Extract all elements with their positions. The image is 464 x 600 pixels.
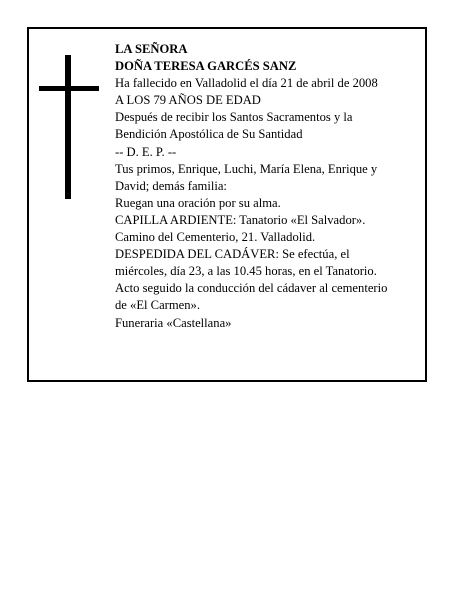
notice-text bbox=[115, 41, 421, 332]
family-line-1: Tus primos, Enrique, Luchi, María Elena, Enrique y bbox=[115, 161, 378, 176]
funeral-home-line: Funeraria «Castellana» bbox=[115, 315, 232, 330]
deceased-name: DOÑA TERESA GARCÉS SANZ bbox=[115, 59, 297, 74]
death-date-line: Ha fallecido en Valladolid el día 21 de abril de 2008 bbox=[115, 76, 378, 91]
age-line: A LOS 79 AÑOS DE EDAD bbox=[115, 93, 261, 108]
conduction-line-1: Acto seguido la conducción del cádaver al cementerio bbox=[115, 281, 388, 296]
obituary-notice bbox=[27, 27, 427, 382]
rip-line: -- D. E. P. -- bbox=[115, 144, 177, 159]
conduction-line-2: de «El Carmen». bbox=[115, 298, 200, 313]
chapel-line-2: Camino del Cementerio, 21. Valladolid. bbox=[115, 230, 316, 245]
sacraments-line-2: Bendición Apostólica de Su Santidad bbox=[115, 127, 303, 142]
cross-horizontal-bar bbox=[39, 86, 99, 91]
chapel-line-1: CAPILLA ARDIENTE: Tanatorio «El Salvador». bbox=[115, 212, 366, 227]
notice-heading: LA SEÑORA bbox=[115, 42, 188, 56]
cross-vertical-bar bbox=[65, 55, 71, 199]
farewell-line-1: DESPEDIDA DEL CADÁVER: Se efectúa, el bbox=[115, 247, 350, 262]
family-line-2: David; demás familia: bbox=[115, 178, 227, 193]
prayer-line: Ruegan una oración por su alma. bbox=[115, 195, 281, 210]
farewell-line-2: miércoles, día 23, a las 10.45 horas, en el Tanatorio. bbox=[115, 264, 377, 279]
sacraments-line-1: Después de recibir los Santos Sacramentos y la bbox=[115, 110, 353, 125]
cross-icon bbox=[39, 55, 99, 199]
